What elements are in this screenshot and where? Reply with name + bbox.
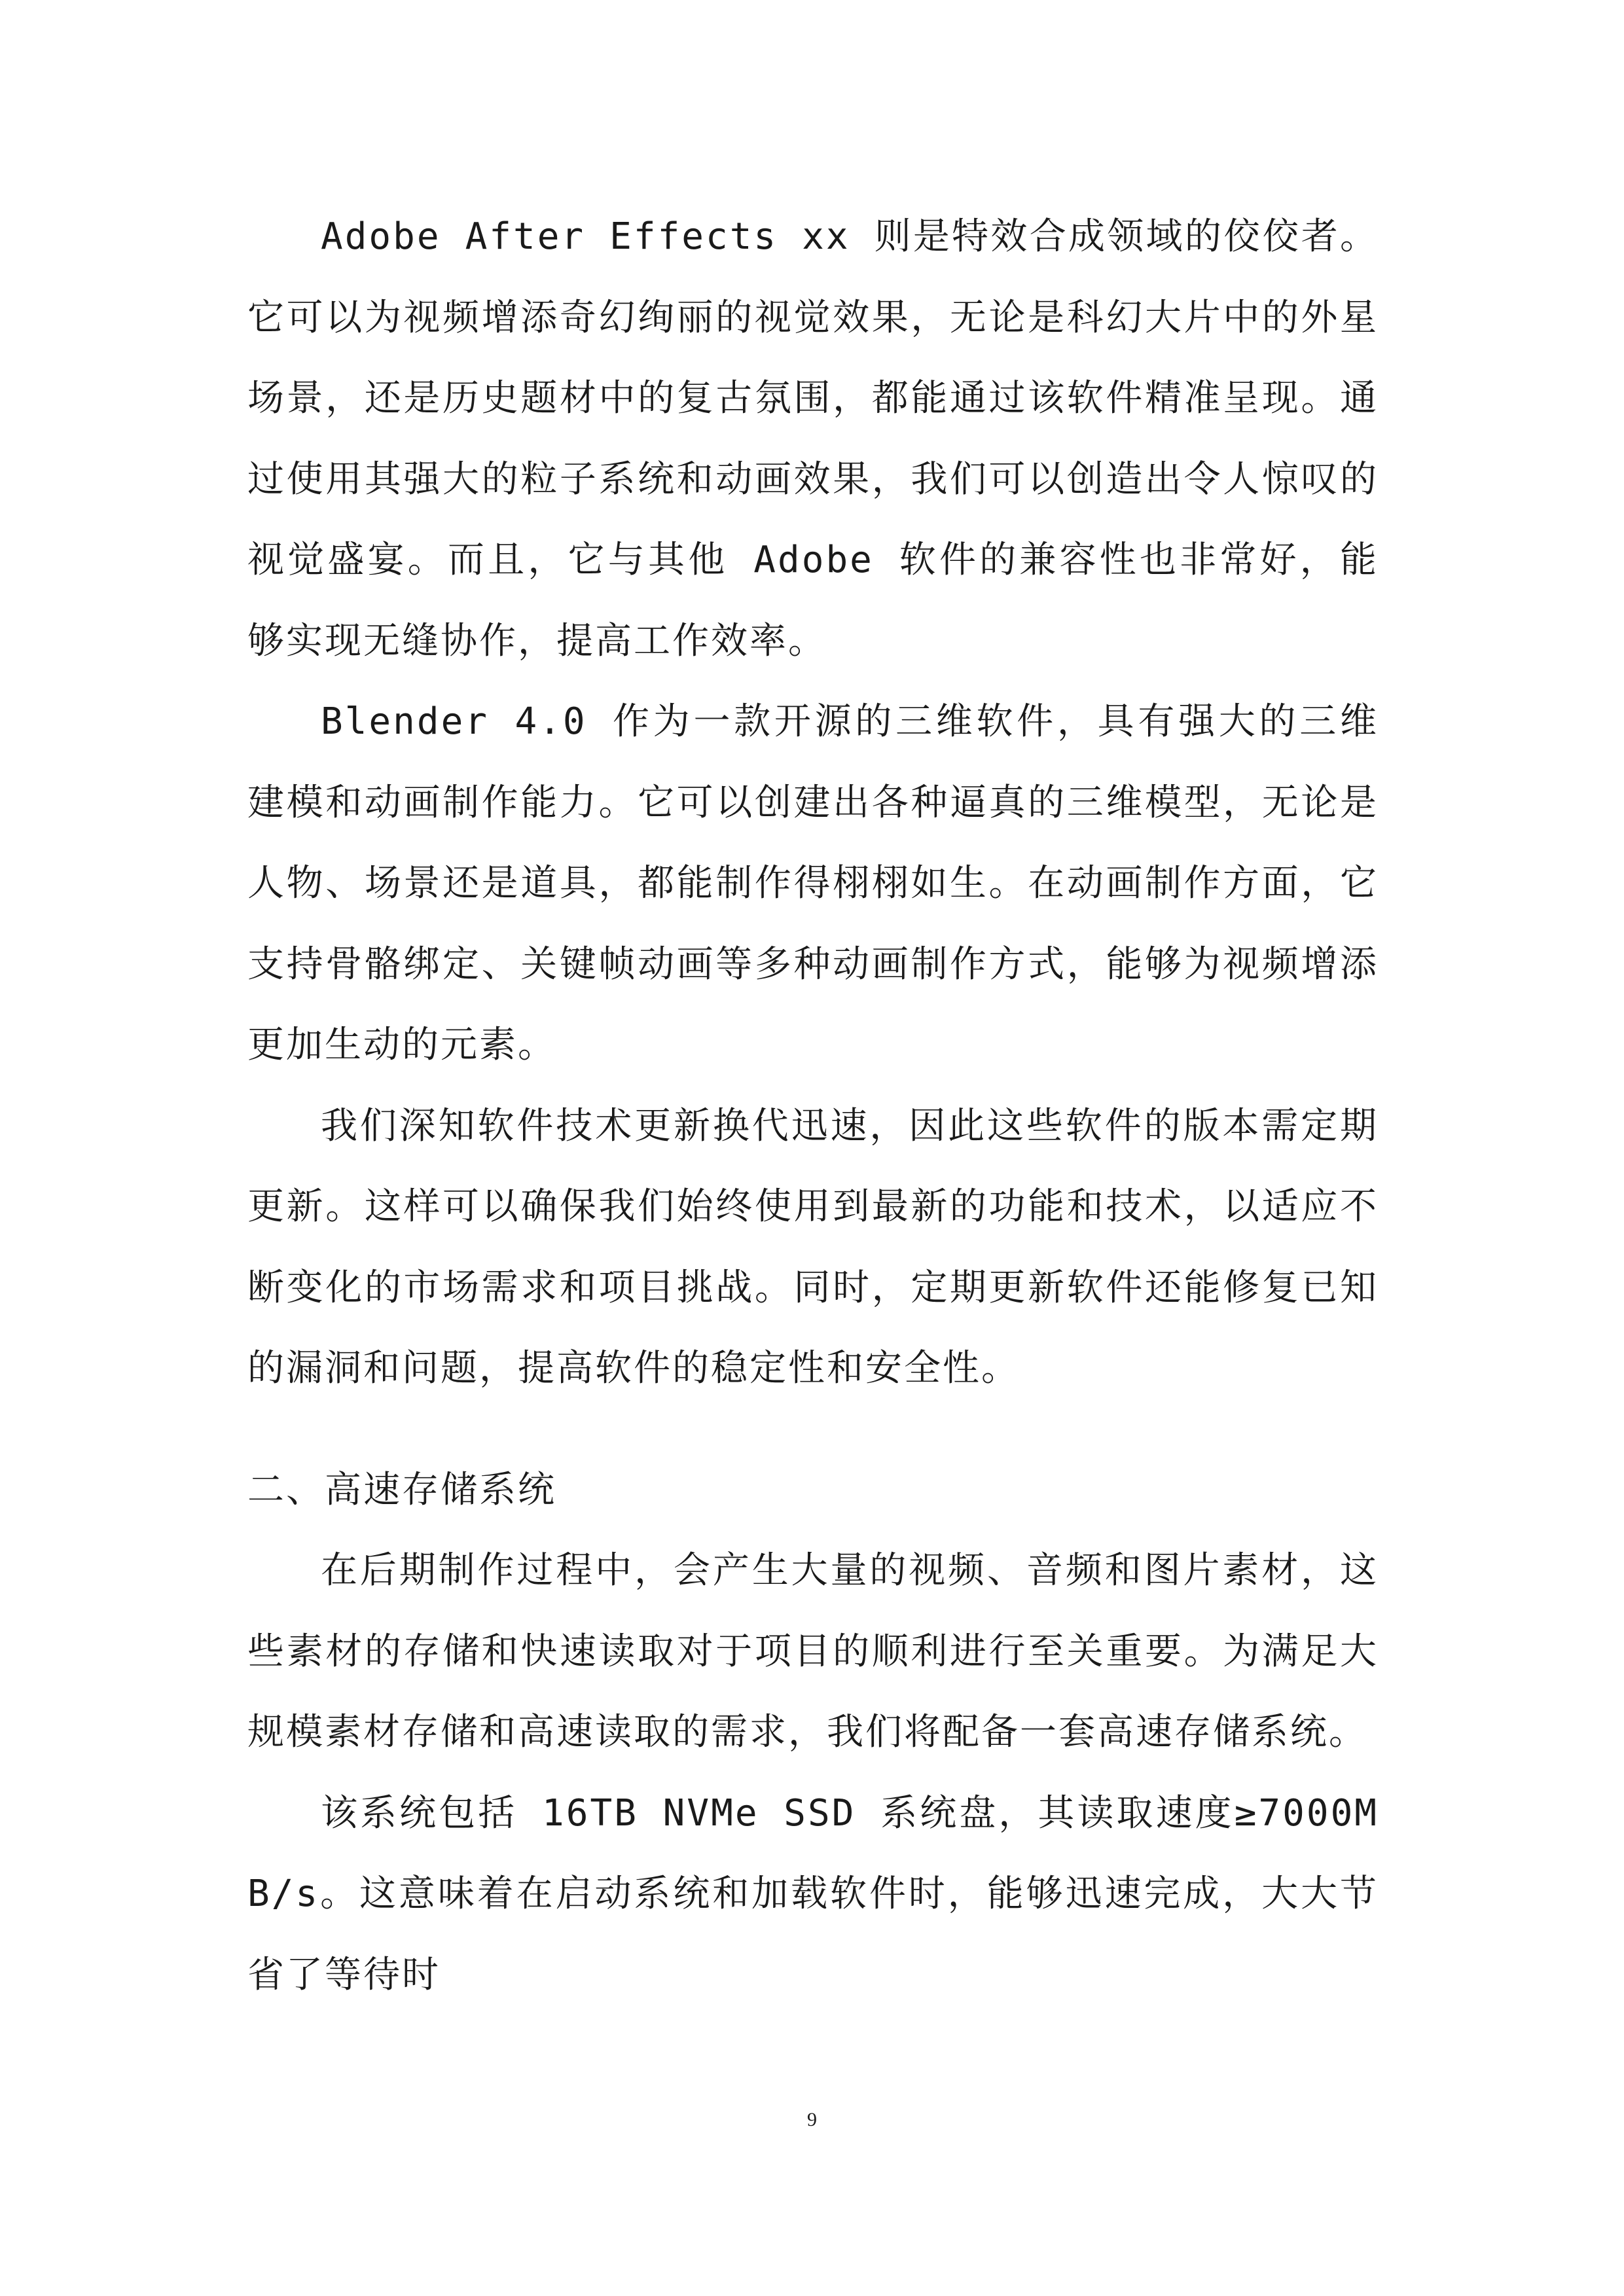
paragraph-storage-ssd: 该系统包括 16TB NVMe SSD 系统盘，其读取速度≥7000MB/s。这意味着在启动系统和加载软件时，能够迅速完成，大大节省了等待时 (247, 1791, 1379, 1996)
paragraph-software-updates: 我们深知软件技术更新换代迅速，因此这些软件的版本需定期更新。这样可以确保我们始终使用到最新的功能和技术，以适应不断变化的市场需求和项目挑战。同时，定期更新软件还能修复已知的漏洞和问题，提高软件的稳定性和安全性。 (247, 1104, 1379, 1390)
section-heading: 二、高速存储系统 (247, 1468, 556, 1511)
paragraph-storage-intro: 在后期制作过程中，会产生大量的视频、音频和图片素材，这些素材的存储和快速读取对于项目的顺利进行至关重要。为满足大规模素材存储和高速读取的需求，我们将配备一套高速存储系统。 (247, 1549, 1379, 1753)
paragraph-after-effects: Adobe After Effects xx 则是特效合成领域的佼佼者。它可以为视频增添奇幻绚丽的视觉效果，无论是科幻大片中的外星场景，还是历史题材中的复古氛围，都能通过该软件精准呈现。通过使用其强大的粒子系统和动画效果，我们可以创造出令人惊叹的视觉盛宴。而且，它与其他 Adobe 软件的兼容性也非常好，能够实现无缝协作，提高工作效率。 (247, 215, 1379, 662)
body-text (247, 196, 1379, 2015)
page-number: 9 (807, 2109, 817, 2130)
paragraph-blender: Blender 4.0 作为一款开源的三维软件，具有强大的三维建模和动画制作能力。它可以创建出各种逼真的三维模型，无论是人物、场景还是道具，都能制作得栩栩如生。在动画制作方面，它支持骨骼绑定、关键帧动画等多种动画制作方式，能够为视频增添更加生动的元素。 (247, 700, 1379, 1066)
